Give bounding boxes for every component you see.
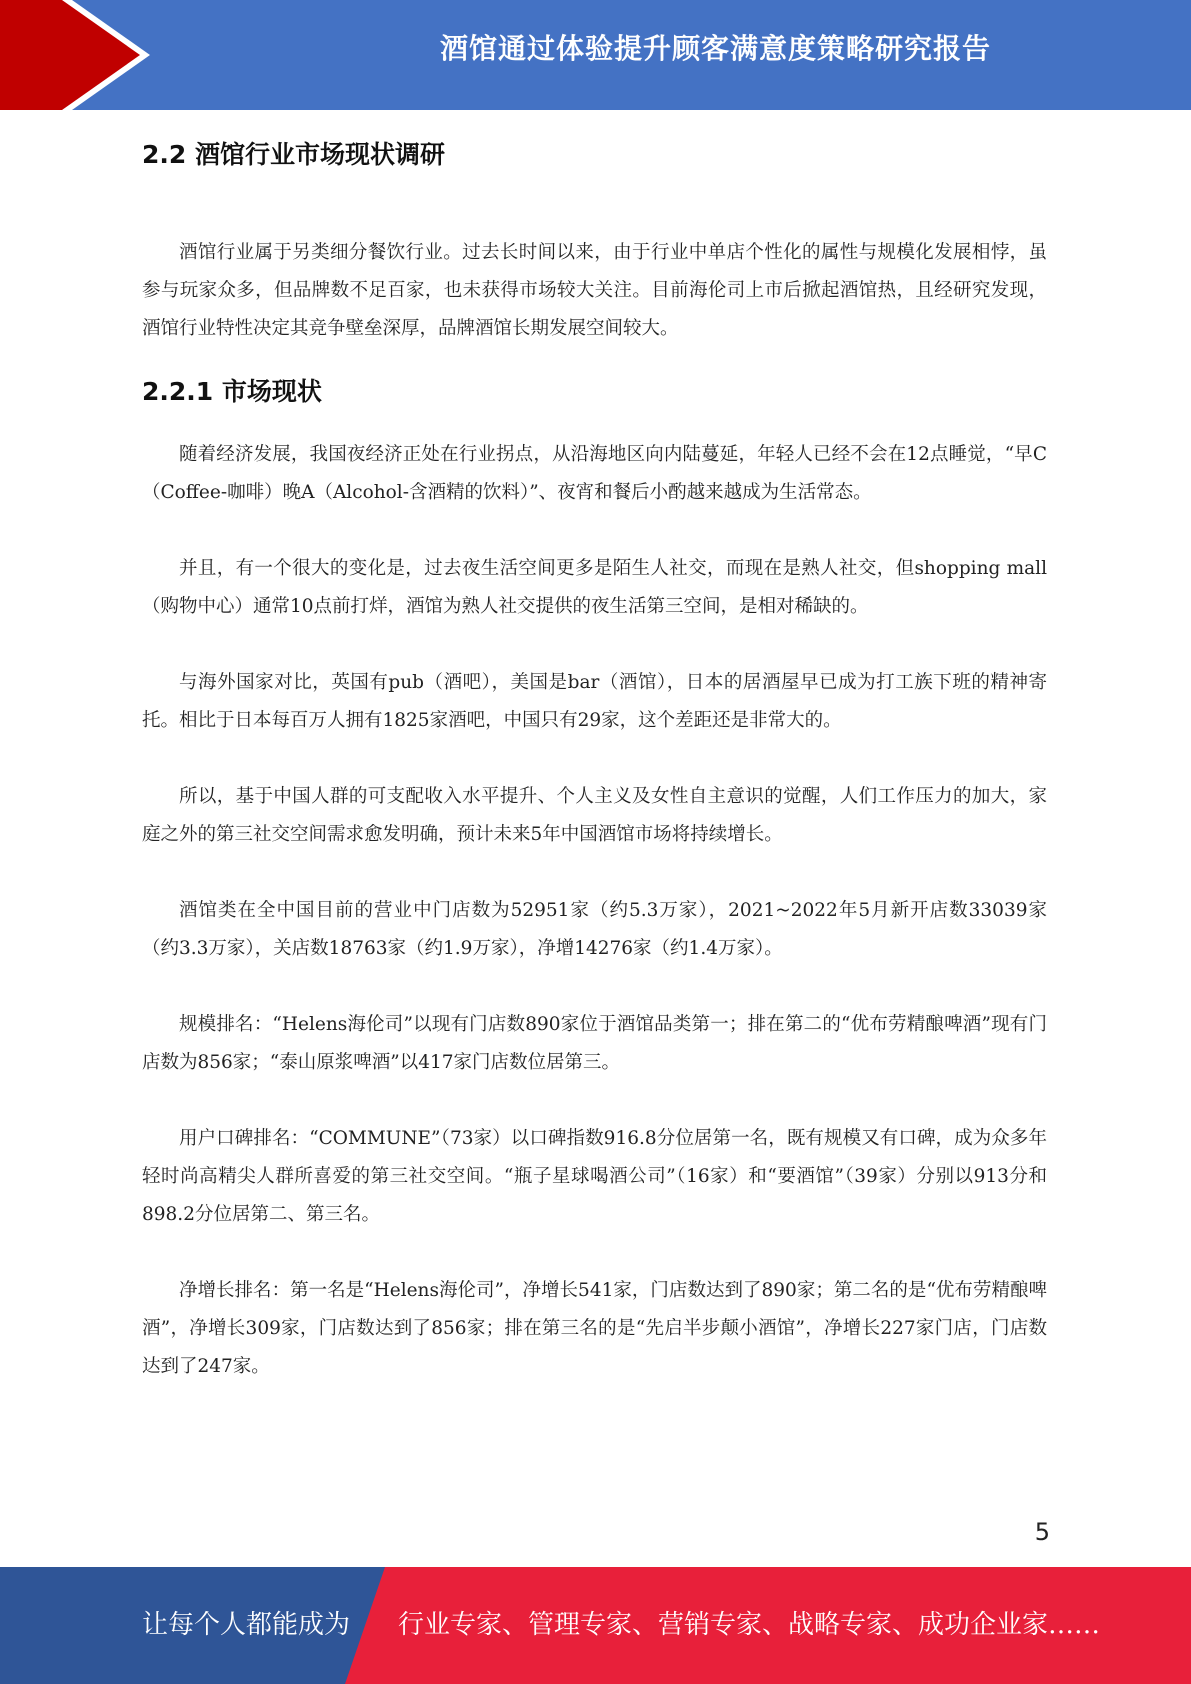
report-title: 酒馆通过体验提升顾客满意度策略研究报告 [439, 32, 991, 65]
body-paragraph: 规模排名：“Helens海伦司”以现有门店数890家位于酒馆品类第一；排在第二的“优布劳精酿啤酒”现有门店数为856家；“泰山原浆啤酒”以417家门店数位居第三。 [142, 1014, 1047, 1073]
report-footer [0, 1567, 1191, 1684]
body-paragraph: 并且，有一个很大的变化是，过去夜生活空间更多是陌生人社交，而现在是熟人社交，但shopping mall（购物中心）通常10点前打烊，酒馆为熟人社交提供的夜生活第三空间，是相对稀缺的。 [142, 558, 1047, 617]
body-paragraph: 酒馆类在全中国目前的营业中门店数为52951家（约5.3万家），2021~2022年5月新开店数33039家（约3.3万家），关店数18763家（约1.9万家），净增14276家（约1.4万家）。 [142, 900, 1047, 959]
subsection-heading: 2.2.1 市场现状 [142, 377, 322, 406]
report-header [0, 0, 1191, 110]
body-paragraph: 净增长排名：第一名是“Helens海伦司”，净增长541家，门店数达到了890家；第二名的是“优布劳精酿啤酒”，净增长309家，门店数达到了856家；排在第三名的是“先启半步颠小酒馆”，净增长227家门店，门店数达到了247家。 [142, 1280, 1047, 1377]
section-heading: 2.2 酒馆行业市场现状调研 [142, 140, 445, 169]
body-paragraph: 所以，基于中国人群的可支配收入水平提升、个人主义及女性自主意识的觉醒，人们工作压力的加大，家庭之外的第三社交空间需求愈发明确，预计未来5年中国酒馆市场将持续增长。 [142, 786, 1047, 845]
body-paragraph: 随着经济发展，我国夜经济正处在行业拐点，从沿海地区向内陆蔓延，年轻人已经不会在12点睡觉，“早C（Coffee-咖啡）晚A（Alcohol-含酒精的饮料）”、夜宵和餐后小酌越来越成为生活常态。 [142, 444, 1047, 503]
body-paragraph: 用户口碑排名：“COMMUNE”（73家）以口碑指数916.8分位居第一名，既有规模又有口碑，成为众多年轻时尚高精尖人群所喜爱的第三社交空间。“瓶子星球喝酒公司”（16家）和“要酒馆”（39家）分别以913分和898.2分位居第二、第三名。 [142, 1128, 1047, 1225]
intro-paragraph: 酒馆行业属于另类细分餐饮行业。过去长时间以来，由于行业中单店个性化的属性与规模化发展相悖，虽参与玩家众多，但品牌数不足百家，也未获得市场较大关注。目前海伦司上市后掀起酒馆热，且经研究发现，酒馆行业特性决定其竞争壁垒深厚，品牌酒馆长期发展空间较大。 [142, 242, 1047, 339]
footer-slogan-left: 让每个人都能成为 [142, 1610, 351, 1640]
body-paragraph: 与海外国家对比，英国有pub（酒吧），美国是bar（酒馆），日本的居酒屋早已成为打工族下班的精神寄托。相比于日本每百万人拥有1825家酒吧，中国只有29家，这个差距还是非常大的。 [142, 672, 1047, 731]
page-content [142, 128, 1047, 1386]
page-number: 5 [1034, 1518, 1050, 1546]
footer-slogan-right: 行业专家、管理专家、营销专家、战略专家、成功企业家…… [398, 1610, 1101, 1640]
